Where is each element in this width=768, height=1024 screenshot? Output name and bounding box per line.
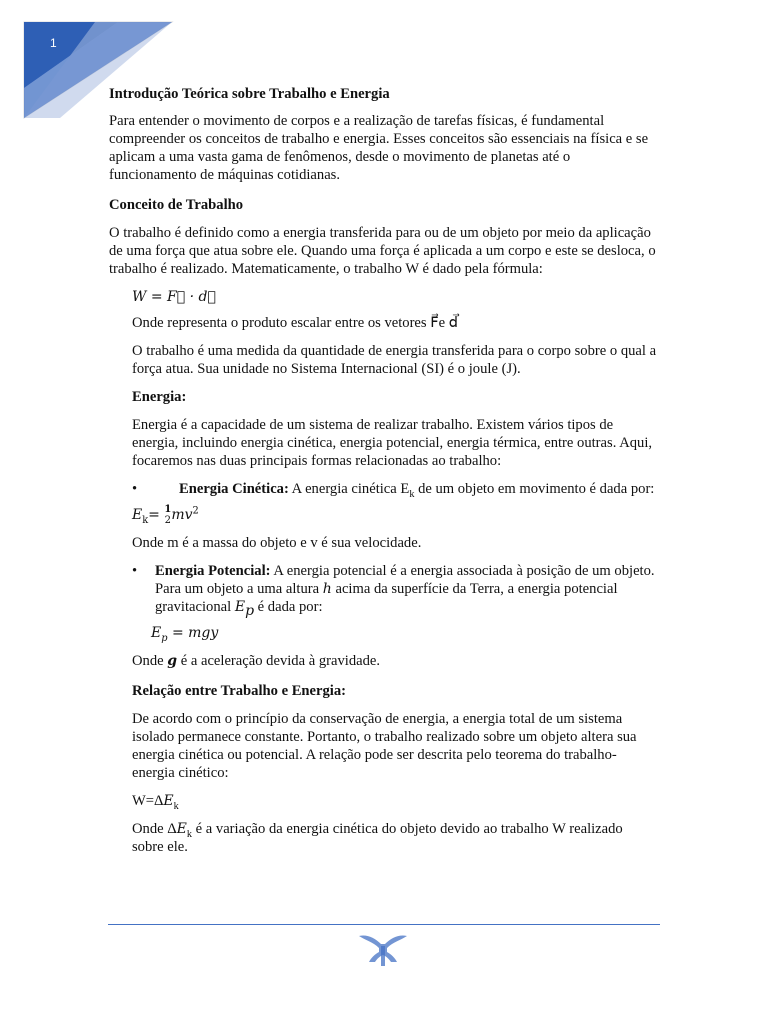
potential-note-b: é a aceleração devida à gravidade. bbox=[177, 653, 381, 669]
kinetic-formula-rhs: mv bbox=[171, 507, 193, 523]
potential-h: h bbox=[322, 581, 332, 597]
bullet: • bbox=[132, 481, 138, 497]
relation-formula bbox=[132, 792, 657, 810]
relation-formula-sub: k bbox=[173, 800, 179, 812]
kinetic-formula-sup: 2 bbox=[192, 505, 199, 517]
kinetic-note: Onde m é a massa do objeto e v é sua velocidade. bbox=[132, 535, 422, 551]
potential-label: Energia Potencial: bbox=[155, 563, 271, 579]
document-body bbox=[109, 83, 657, 856]
relation-note-sub: k bbox=[186, 828, 192, 840]
kinetic-formula-sub: k bbox=[142, 514, 149, 526]
fraction-numerator: 1 bbox=[164, 504, 172, 515]
kinetic-sub: k bbox=[409, 488, 415, 500]
fraction-denominator: 2 bbox=[164, 515, 172, 526]
work-paragraph: O trabalho é definido como a energia transferida para ou de um objeto por meio da aplicação de uma força que atua sobre ele. Quando uma força é aplicada a um corpo e este se desloca, o trabalho é realizado. Matematicamente, o trabalho W é dado pela fórmula: bbox=[109, 225, 656, 277]
energy-paragraph: Energia é a capacidade de um sistema de realizar trabalho. Existem vários tipos de energia, incluindo energia cinética, energia potencial, energia térmica, entre outras. Aqui, focaremos nas duas principais formas relacionadas ao trabalho: bbox=[132, 417, 653, 469]
relation-note-a: Onde Δ bbox=[132, 821, 177, 837]
intro-paragraph: Para entender o movimento de corpos e a realização de tarefas físicas, é fundamental compreender os conceitos de trabalho e energia. Esses conceitos são essenciais na física e se aplicam a uma vasta gama de fenômenos, desde o movimento de planetas até o funcionamento de máquinas cotidianas. bbox=[109, 113, 649, 183]
footer-divider bbox=[108, 924, 660, 925]
relation-note bbox=[132, 820, 657, 856]
potential-note bbox=[132, 652, 657, 670]
potential-ep-sub: p bbox=[245, 602, 255, 619]
potential-ep: E bbox=[234, 599, 246, 615]
kinetic-text-after: de um objeto em movimento é dada por: bbox=[414, 481, 655, 497]
potential-formula-e: E bbox=[151, 625, 162, 641]
bullet: • bbox=[132, 563, 138, 579]
relation-note-b: é a variação da energia cinética do objeto devido ao trabalho W realizado sobre ele. bbox=[132, 821, 623, 855]
kinetic-formula-eq: = bbox=[148, 507, 160, 523]
potential-formula-rhs: = mgy bbox=[167, 625, 219, 641]
kinetic-label: Energia Cinética: bbox=[179, 481, 289, 497]
page-number: 1 bbox=[50, 36, 57, 50]
potential-list-item bbox=[109, 562, 657, 619]
potential-text-b: acima da superfície da Terra, a energia potencial gravitacional bbox=[155, 581, 618, 615]
relation-paragraph: De acordo com o princípio da conservação de energia, a energia total de um sistema isolado permanece constante. Portanto, o trabalho realizado sobre um objeto altera sua energia cinética ou potencial. A relação pode ser descrita pelo teorema do trabalho-energia cinético: bbox=[132, 711, 637, 781]
potential-note-a: Onde bbox=[132, 653, 168, 669]
kinetic-formula bbox=[132, 504, 657, 526]
potential-note-g: g bbox=[167, 653, 178, 669]
relation-formula-e: E bbox=[163, 793, 174, 809]
kinetic-text-before: A energia cinética E bbox=[288, 481, 410, 497]
potential-text-c: é dada por: bbox=[254, 599, 323, 615]
page-title: Introdução Teórica sobre Trabalho e Energia bbox=[109, 86, 390, 102]
heading-energy: Energia: bbox=[132, 389, 187, 405]
heading-relation: Relação entre Trabalho e Energia: bbox=[132, 683, 347, 699]
kinetic-formula-lhs: E bbox=[132, 507, 143, 523]
kinetic-list-item bbox=[109, 480, 657, 498]
formula-note: Onde representa o produto escalar entre os vetores F⃗e d⃗ bbox=[132, 315, 459, 331]
relation-formula-lhs: W=Δ bbox=[132, 793, 164, 809]
footer-logo-icon bbox=[357, 932, 409, 966]
work-formula: W = F⃗ · d⃗ bbox=[132, 289, 216, 305]
potential-formula-sub: p bbox=[161, 632, 168, 644]
relation-note-e: E bbox=[176, 821, 187, 837]
potential-formula bbox=[151, 624, 657, 642]
heading-work: Conceito de Trabalho bbox=[109, 197, 244, 213]
work-measure-paragraph: O trabalho é uma medida da quantidade de energia transferida para o corpo sobre o qual a força atua. Sua unidade no Sistema Internacional (SI) é o joule (J). bbox=[132, 343, 657, 377]
potential-text-a: A energia potencial é a energia associada à posição de um objeto. Para um objeto a uma altura bbox=[155, 563, 655, 597]
